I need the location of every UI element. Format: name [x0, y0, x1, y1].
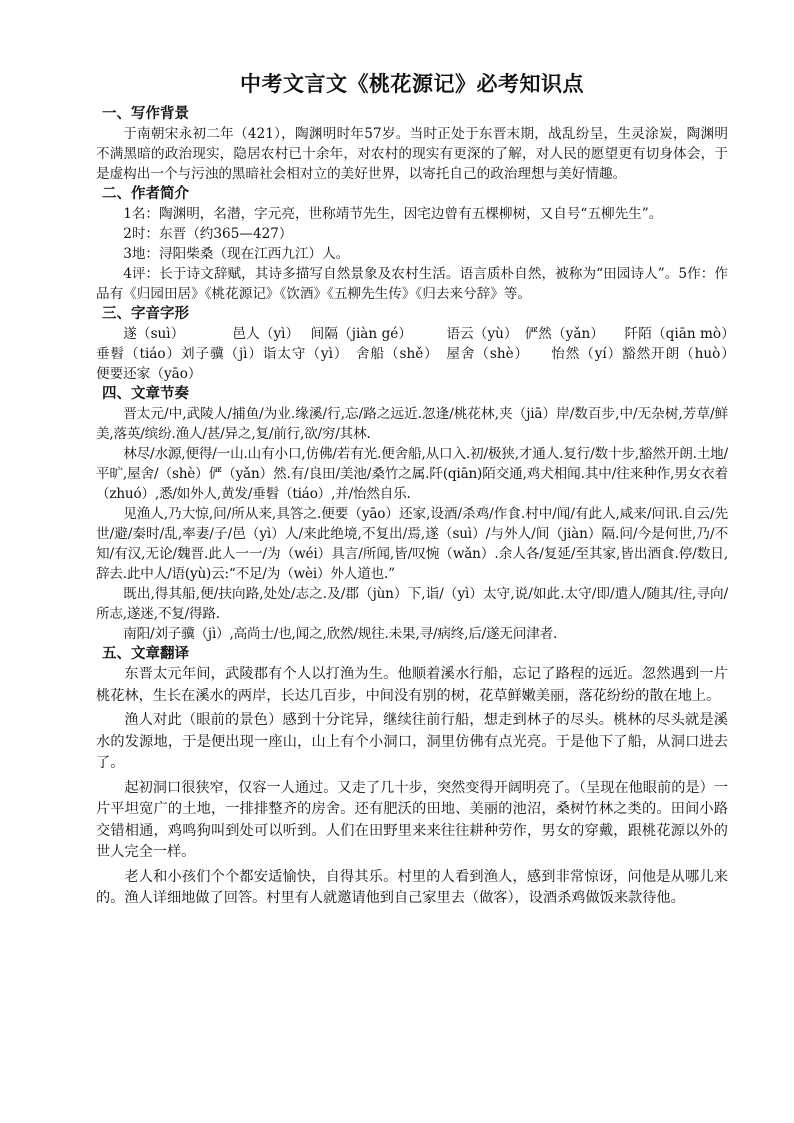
document-page [96, 70, 756, 913]
paragraph-author-name: 1名：陶渊明，名潜，字元亮，世称靖节先生，因宅边曾有五棵柳树，又自号“五柳先生”。 [123, 206, 663, 222]
paragraph-rhythm-5: 南阳/刘子骥（jì）,高尚士/也,闻之,欣然/规往.未果,寻/病终,后/遂无问津者. [123, 626, 558, 642]
page-title: 中考文言文《桃花源记》必考知识点 [240, 72, 584, 96]
paragraph-pronunciation: 遂（suì） 邑人（yì） 间隔（jiàn gé） 语云（yù） 俨然（yǎn） 阡陌（qiān mò） 垂髫（tiáo）刘子骥（jì）诣太守（yì） 舍船（shě） 屋舍（shè） 怡然（yí）豁然开朗（huò） 便要还家（yāo） [96, 326, 756, 382]
section-heading-pronunciation: 三、字音字形 [102, 306, 189, 322]
paragraph-background: 于南朝宋永初二年（421），陶渊明时年57岁。当时正处于东晋末期，战乱纷呈，生灵涂炭，陶渊明不满黑暗的政治现实，隐居农村已十余年，对农村的现实有更深的了解，对人民的愿望更有切身体会，于是虚构出一个与污浊的黑暗社会相对立的美好世界，以寄托自己的政治理想与美好情趣。 [96, 126, 728, 182]
section-heading-translation: 五、文章翻译 [102, 646, 189, 662]
paragraph-author-era: 2时：东晋（约365—427） [123, 226, 293, 242]
paragraph-author-place: 3地：浔阳柴桑（现在江西九江）人。 [123, 246, 350, 262]
paragraph-translation-2: 渔人对此（眼前的景色）感到十分诧异，继续往前行船，想走到林子的尽头。桃林的尽头就是溪水的发源地，于是便出现一座山，山上有个小洞口，洞里仿佛有点光亮。于是他下了船，从洞口进去了。 [96, 712, 728, 771]
paragraph-rhythm-2: 林尽/水源,便得/一山.山有小口,仿佛/若有光.便舍船,从口入.初/极狭,才通人.复行/数十步,豁然开朗.土地/平旷,屋舍/（shè）俨（yǎn）然.有/良田/美池/桑竹之属.阡(qiān)陌交通,鸡犬相闻.其中/往来种作,男女衣着（zhuó）,悉/如外人,黄发/垂髫（tiáo）,并/怡然自乐. [96, 446, 728, 502]
paragraph-translation-3: 起初洞口很狭窄，仅容一人通过。又走了几十步，突然变得开阔明亮了。（呈现在他眼前的是）一片平坦宽广的土地，一排排整齐的房舍。还有肥沃的田地、美丽的池沼，桑树竹林之类的。田间小路交错相通，鸡鸣狗叫到处可以听到。人们在田野里来来往往耕种劳作，男女的穿戴，跟桃花源以外的世人完全一样。 [96, 779, 728, 860]
paragraph-rhythm-3: 见渔人,乃大惊,问/所从来,具答之.便要（yāo）还家,设酒/杀鸡/作食.村中/闻/有此人,咸来/问讯.自云/先世/避/秦时/乱,率妻/子/邑（yì）人/来此绝境,不复出/焉,遂（suì）/与外人/间（jiàn）隔.问/今是何世,乃/不知/有汉,无论/魏晋.此人一一/为（wéi）具言/所闻,皆/叹惋（wǎn）.余人各/复延/至其家,皆出酒食.停/数日,辞去.此中人/语(yù)云:“不足/为（wèi）外人道也.” [96, 506, 728, 582]
paragraph-rhythm-4: 既出,得其船,便/扶向路,处处/志之.及/郡（jùn）下,诣/（yì）太守,说/如此.太守/即/遣人/随其/往,寻向/所志,遂迷,不复/得路. [96, 586, 728, 622]
section-heading-background: 一、写作背景 [102, 106, 189, 122]
paragraph-translation-4: 老人和小孩们个个都安适愉快，自得其乐。村里的人看到渔人，感到非常惊讶，问他是从哪儿来的。渔人详细地做了回答。村里有人就邀请他到自己家里去（做客），设酒杀鸡做饭来款待他。 [96, 868, 728, 906]
paragraph-translation-1: 东晋太元年间，武陵郡有个人以打渔为生。他顺着溪水行船，忘记了路程的远近。忽然遇到一片桃花林，生长在溪水的两岸，长达几百步，中间没有别的树，花草鲜嫩美丽，落花纷纷的散在地上。 [96, 666, 728, 704]
section-heading-rhythm: 四、文章节奏 [102, 386, 189, 402]
paragraph-rhythm-1: 晋太元/中,武陵人/捕鱼/为业.缘溪/行,忘/路之远近.忽逢/桃花林,夹（jiā）岸/数百步,中/无杂树,芳草/鲜美,落英/缤纷.渔人/甚/异之,复/前行,欲/穷/其林. [96, 406, 728, 442]
section-heading-author: 二、作者简介 [102, 186, 189, 202]
paragraph-author-review: 4评：长于诗文辞赋，其诗多描写自然景象及农村生活。语言质朴自然，被称为“田园诗人”。5作：作品有《归园田居》《桃花源记》《饮酒》《五柳先生传》《归去来兮辞》等。 [96, 266, 728, 302]
